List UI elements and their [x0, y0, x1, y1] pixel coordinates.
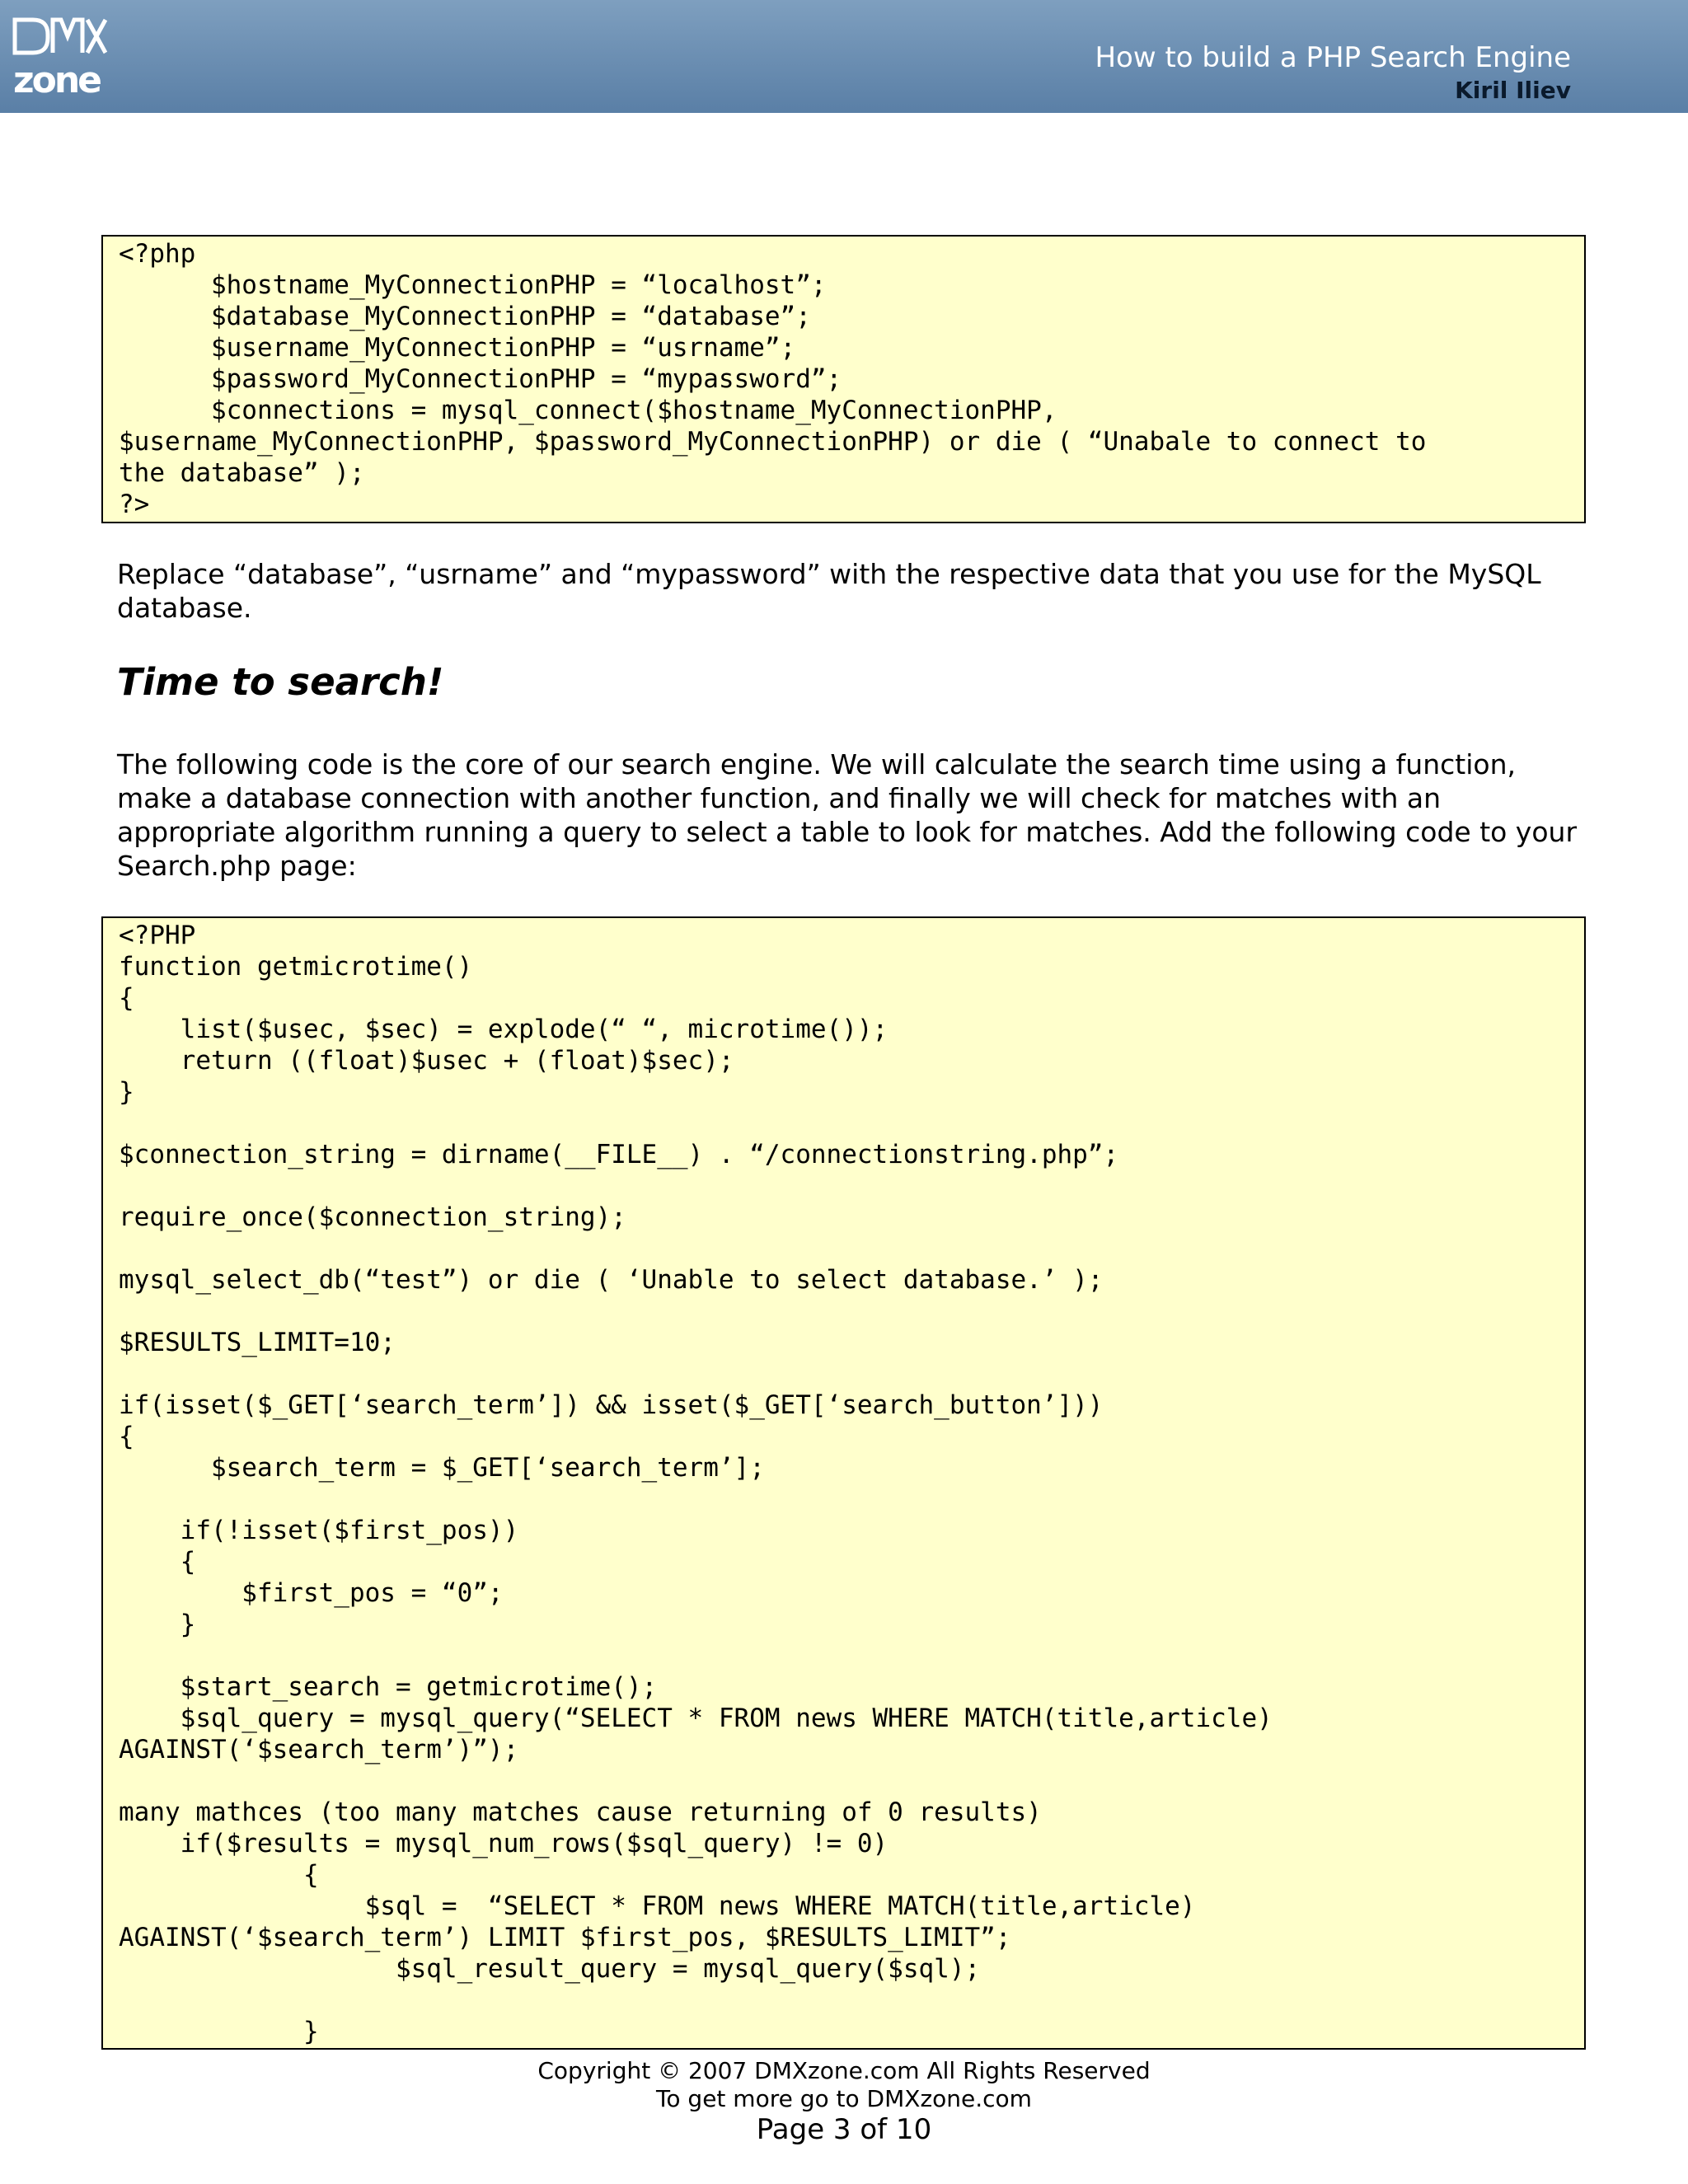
code-block-search — [101, 916, 1586, 2050]
dmxzone-logo — [12, 13, 110, 99]
dmxzone-logo-graphic — [12, 13, 110, 99]
page-number: Page 3 of 10 — [756, 2113, 932, 2146]
author-name: Kiril Iliev — [1455, 77, 1571, 104]
document-title: How to build a PHP Search Engine — [1095, 41, 1571, 74]
code-text: <?PHP function getmicrotime() { list($usec, $sec) = explode(“ “, microtime()); return ((float)$usec + (float)$sec); } $connection_string = dirname(__FILE__) . “/connectionstring.php”; require_once($connection_string); mysql_select_db(“test”) or die ( ‘Unable to select database.’ ); $RESULTS_LIMIT=10; if(isset($_GET[‘search_term’]) && isset($_GET[‘search_button’])) { $search_term = $_GET[‘search_term’]; if(!isset($first_pos)) { $first_pos = “0”; } $start_search = getmicrotime(); $sql_query = mysql_query(“SELECT * FROM news WHERE MATCH(title,article) AGAINST(‘$search_term’)”); many mathces (too many matches cause returning of 0 results) if($results = mysql_num_rows($sql_query) != 0) { $sql = “SELECT * FROM news WHERE MATCH(title,article) AGAINST(‘$search_term’) LIMIT $first_pos, $RESULTS_LIMIT”; $sql_result_query = mysql_query($sql); } — [119, 921, 1273, 2046]
code-text: <?php $hostname_MyConnectionPHP = “localhost”; $database_MyConnectionPHP = “database”; $username_MyConnectionPHP = “usrname”; $password_MyConnectionPHP = “mypassword”; $connections = mysql_connect($hostname_MyConnectionPHP, $username_MyConnectionPHP, $password_MyConnectionPHP) or die ( “Unabale to connect to the database” ); ?> — [119, 239, 1427, 519]
footer-more-link: To get more go to DMXzone.com — [656, 2085, 1032, 2112]
instruction-paragraph: Replace “database”, “usrname” and “mypassword” with the respective data that you use for the MySQL database. — [117, 558, 1541, 624]
page-header — [0, 0, 1688, 113]
section-heading: Time to search! — [117, 660, 444, 704]
footer-copyright: Copyright © 2007 DMXzone.com All Rights Reserved — [537, 2057, 1151, 2084]
svg-text:zone: zone — [13, 59, 101, 99]
code-block-connection — [101, 235, 1586, 523]
intro-paragraph: The following code is the core of our search engine. We will calculate the search time using a function, make a database connection with another function, and finally we will check for matches with an appropriate algorithm running a query to select a table to look for matches. Add the following code to your Search.php page: — [117, 748, 1578, 882]
